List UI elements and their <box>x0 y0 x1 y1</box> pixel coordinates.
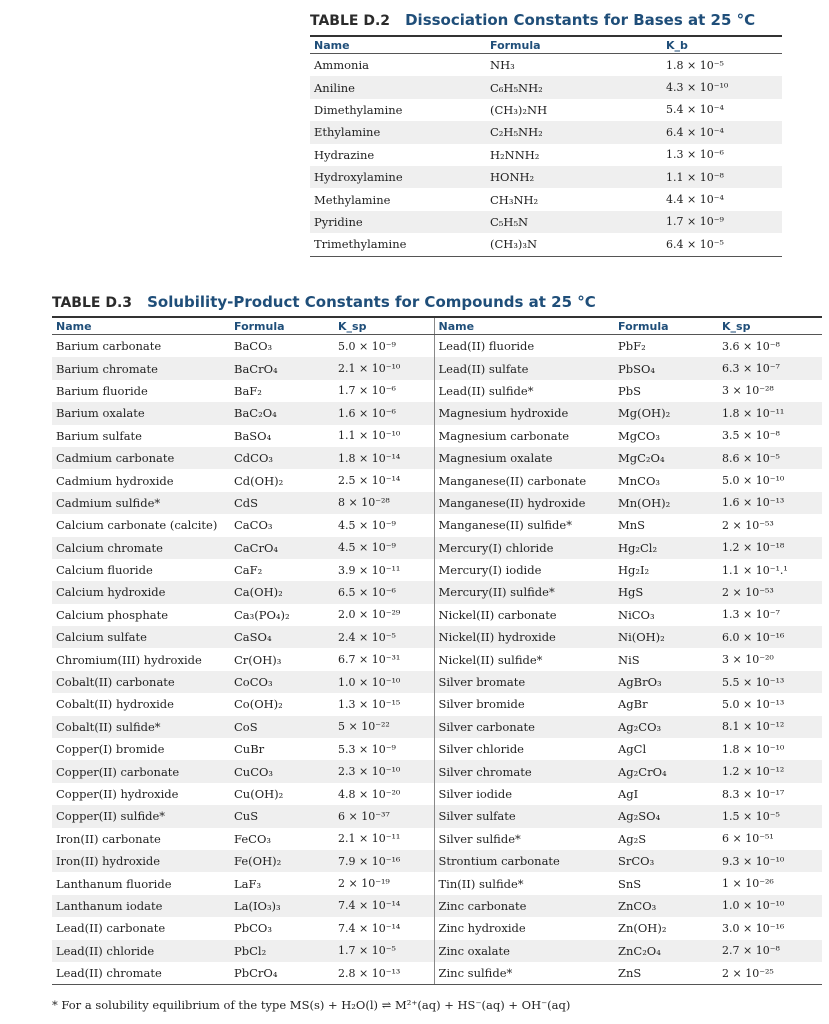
header-formula: Formula <box>614 317 718 335</box>
ksp-value: 2.1 × 10⁻¹⁰ <box>334 357 434 379</box>
compound-name: Silver bromate <box>434 671 614 693</box>
compound-name: Barium carbonate <box>56 339 162 354</box>
ksp-value: 1.0 × 10⁻¹⁰ <box>334 671 434 693</box>
compound-name: Manganese(II) hydroxide <box>434 492 614 514</box>
table-row <box>52 380 822 402</box>
ksp-value: 5.3 × 10⁻⁹ <box>338 742 396 756</box>
compound-formula: Mn(OH)₂ <box>614 492 718 514</box>
table-row <box>52 671 822 693</box>
table-row <box>52 648 822 670</box>
table-row <box>310 121 782 143</box>
compound-formula: Hg₂I₂ <box>618 563 650 578</box>
ksp-value: 7.4 × 10⁻¹⁴ <box>338 921 401 935</box>
table-row <box>52 828 822 850</box>
compound-formula: MgCO₃ <box>618 428 660 443</box>
compound-name: Iron(II) carbonate <box>56 831 161 846</box>
ksp-value: 2 × 10⁻⁵³ <box>718 581 822 603</box>
ksp-value: 2 × 10⁻²⁵ <box>718 962 822 985</box>
compound-formula: MnS <box>618 518 646 533</box>
ksp-value: 8.3 × 10⁻¹⁷ <box>722 787 785 801</box>
compound-name: Lead(II) carbonate <box>56 921 166 936</box>
table-row <box>52 962 822 985</box>
ksp-value: 5.0 × 10⁻¹³ <box>722 697 785 711</box>
ksp-value: 4.8 × 10⁻²⁰ <box>338 787 401 801</box>
compound-name: Lanthanum iodate <box>52 895 230 917</box>
table-row <box>310 54 782 77</box>
ksp-value: 8.1 × 10⁻¹² <box>718 716 822 738</box>
ksp-value: 6 × 10⁻⁵¹ <box>722 832 774 846</box>
compound-name: Calcium chromate <box>52 537 230 559</box>
compound-formula: LaF₃ <box>234 876 262 891</box>
ksp-value: 6.0 × 10⁻¹⁶ <box>718 626 822 648</box>
compound-formula: (CH₃)₃N <box>486 233 662 256</box>
compound-name: Aniline <box>310 76 486 98</box>
compound-name: Mercury(I) iodide <box>434 559 614 581</box>
table-row <box>52 738 822 760</box>
compound-formula: H₂NNH₂ <box>490 147 540 162</box>
table-row <box>310 233 782 256</box>
ksp-value: 1.6 × 10⁻⁶ <box>334 402 434 424</box>
ksp-value: 2.0 × 10⁻²⁹ <box>338 608 401 622</box>
compound-formula: MnCO₃ <box>618 473 661 488</box>
ksp-value: 1.0 × 10⁻¹⁰ <box>718 895 822 917</box>
ksp-value: 1 × 10⁻²⁶ <box>722 877 774 891</box>
compound-name: Dimethylamine <box>314 102 403 117</box>
compound-name: Pyridine <box>310 211 486 233</box>
compound-formula: Mg(OH)₂ <box>614 402 718 424</box>
table-row <box>52 335 822 358</box>
ksp-value: 3 × 10⁻²⁰ <box>722 653 774 667</box>
compound-name: Hydrazine <box>314 147 375 162</box>
compound-formula: C₂H₅NH₂ <box>486 121 662 143</box>
compound-formula: Zn(OH)₂ <box>618 921 667 936</box>
compound-name: Zinc sulfide* <box>434 962 614 985</box>
ksp-value: 5.0 × 10⁻⁹ <box>338 339 396 353</box>
compound-name: Silver chloride <box>434 738 614 760</box>
kb-value: 1.8 × 10⁻⁵ <box>666 58 724 72</box>
compound-name: Chromium(III) hydroxide <box>56 652 202 667</box>
ksp-value: 6.5 × 10⁻⁶ <box>334 581 434 603</box>
table-row <box>52 917 822 939</box>
compound-name: Barium oxalate <box>52 402 230 424</box>
compound-formula: Ca(OH)₂ <box>230 581 334 603</box>
header-name: Name <box>52 317 230 335</box>
kb-value: 1.1 × 10⁻⁸ <box>662 166 782 188</box>
ksp-value: 1.3 × 10⁻⁷ <box>722 608 780 622</box>
compound-formula: BaCO₃ <box>234 339 273 354</box>
table-row <box>52 559 822 581</box>
compound-formula: AgBrO₃ <box>614 671 718 693</box>
compound-name: Manganese(II) carbonate <box>434 469 614 491</box>
table-row <box>310 166 782 188</box>
compound-name: Calcium phosphate <box>56 607 169 622</box>
compound-name: Barium sulfate <box>56 428 142 443</box>
compound-name: Lead(II) chloride <box>52 940 230 962</box>
compound-name: Nickel(II) sulfide* <box>434 648 614 670</box>
table-row <box>52 783 822 805</box>
compound-name: Copper(I) bromide <box>56 742 165 757</box>
compound-formula: ZnCO₃ <box>614 895 718 917</box>
compound-formula: Fe(OH)₂ <box>230 850 334 872</box>
ksp-value: 1.7 × 10⁻⁶ <box>338 384 396 398</box>
compound-formula: MgC₂O₄ <box>614 447 718 469</box>
ksp-value: 8.6 × 10⁻⁵ <box>718 447 822 469</box>
compound-name: Mercury(I) chloride <box>434 537 614 559</box>
table-row <box>52 425 822 447</box>
compound-formula: CaSO₄ <box>230 626 334 648</box>
ksp-value: 3.9 × 10⁻¹¹ <box>338 563 401 577</box>
ksp-value: 2 × 10⁻¹⁹ <box>338 877 390 891</box>
compound-name: Manganese(II) sulfide* <box>434 514 614 536</box>
compound-formula: PbCO₃ <box>234 921 272 936</box>
compound-formula: BaF₂ <box>234 383 262 398</box>
compound-formula: Cd(OH)₂ <box>234 473 284 488</box>
ksp-value: 1.8 × 10⁻¹¹ <box>718 402 822 424</box>
compound-name: Copper(II) sulfide* <box>52 805 230 827</box>
table-row <box>52 581 822 603</box>
compound-name: Trimethylamine <box>310 233 486 256</box>
compound-name: Ammonia <box>314 58 369 73</box>
compound-formula: Ag₂S <box>618 831 647 846</box>
ksp-value: 2.3 × 10⁻¹⁰ <box>334 760 434 782</box>
table-row <box>310 211 782 233</box>
ksp-value: 1.1 × 10⁻¹.¹ <box>722 563 788 577</box>
compound-formula: C₅H₅N <box>486 211 662 233</box>
table-d2-label: TABLE D.2 <box>310 13 391 29</box>
compound-name: Silver chromate <box>434 760 614 782</box>
compound-name: Silver sulfide* <box>434 828 614 850</box>
compound-name: Iron(II) hydroxide <box>52 850 230 872</box>
ksp-value: 1.8 × 10⁻¹⁰ <box>722 742 785 756</box>
table-row <box>52 604 822 626</box>
compound-name: Tin(II) sulfide* <box>434 872 614 894</box>
table-row <box>52 895 822 917</box>
compound-name: Magnesium carbonate <box>434 425 614 447</box>
compound-formula: Ag₂CrO₄ <box>614 760 718 782</box>
compound-name: Lead(II) sulfate <box>434 357 614 379</box>
ksp-value: 1.7 × 10⁻⁵ <box>334 940 434 962</box>
table-row <box>52 357 822 379</box>
compound-formula: NiS <box>618 652 640 667</box>
compound-name: Silver bromide <box>434 693 614 715</box>
header-formula: Formula <box>230 317 334 335</box>
compound-name: Zinc carbonate <box>434 895 614 917</box>
ksp-value: 2.4 × 10⁻⁵ <box>334 626 434 648</box>
compound-name: Calcium carbonate (calcite) <box>56 518 218 533</box>
compound-formula: Ag₂CO₃ <box>614 716 718 738</box>
compound-name: Cadmium sulfide* <box>52 492 230 514</box>
kb-value: 1.7 × 10⁻⁹ <box>662 211 782 233</box>
ksp-value: 7.4 × 10⁻¹⁴ <box>334 895 434 917</box>
ksp-value: 4.5 × 10⁻⁹ <box>334 537 434 559</box>
compound-name: Cobalt(II) sulfide* <box>52 716 230 738</box>
compound-formula: CdCO₃ <box>230 447 334 469</box>
compound-name: Copper(II) hydroxide <box>56 787 179 801</box>
ksp-value: 3 × 10⁻²⁸ <box>722 384 774 398</box>
compound-name: Barium fluoride <box>56 383 148 398</box>
table-row <box>52 693 822 715</box>
compound-name: Strontium carbonate <box>434 850 614 872</box>
compound-name: Silver iodide <box>434 783 614 805</box>
compound-formula: Ag₂SO₄ <box>614 805 718 827</box>
compound-formula: CH₃NH₂ <box>490 192 539 207</box>
compound-name: Calcium hydroxide <box>52 581 230 603</box>
compound-formula: CuCO₃ <box>230 760 334 782</box>
kb-value: 6.4 × 10⁻⁵ <box>662 233 782 256</box>
table-row <box>52 492 822 514</box>
compound-name: Magnesium hydroxide <box>434 402 614 424</box>
compound-formula: PbS <box>618 383 641 398</box>
ksp-value: 9.3 × 10⁻¹⁰ <box>718 850 822 872</box>
compound-name: Barium chromate <box>52 357 230 379</box>
ksp-value: 6.3 × 10⁻⁷ <box>718 357 822 379</box>
compound-name: Cadmium hydroxide <box>56 473 174 488</box>
compound-formula: CaF₂ <box>234 563 263 578</box>
ksp-value: 3.6 × 10⁻⁸ <box>722 339 780 353</box>
compound-formula: AgBr <box>618 697 648 712</box>
compound-name: Silver sulfate <box>434 805 614 827</box>
compound-formula: FeCO₃ <box>234 831 271 846</box>
compound-formula: (CH₃)₂NH <box>490 102 548 117</box>
compound-name: Nickel(II) hydroxide <box>434 626 614 648</box>
compound-formula: CuBr <box>234 742 265 757</box>
ksp-value: 1.5 × 10⁻⁵ <box>718 805 822 827</box>
table-row <box>52 626 822 648</box>
ksp-value: 1.1 × 10⁻¹⁰ <box>338 429 401 443</box>
header-kb: K_b <box>662 36 782 54</box>
compound-formula: CaCrO₄ <box>230 537 334 559</box>
ksp-value: 3.0 × 10⁻¹⁶ <box>722 921 785 935</box>
compound-formula: CdS <box>230 492 334 514</box>
compound-formula: Cr(OH)₃ <box>234 652 282 667</box>
header-ksp: K_sp <box>334 317 434 335</box>
ksp-value: 1.8 × 10⁻¹⁴ <box>334 447 434 469</box>
compound-formula: PbSO₄ <box>614 357 718 379</box>
ksp-value: 1.2 × 10⁻¹² <box>718 760 822 782</box>
ksp-value: 7.9 × 10⁻¹⁶ <box>334 850 434 872</box>
compound-formula: NiCO₃ <box>618 607 655 622</box>
compound-name: Cobalt(II) carbonate <box>52 671 230 693</box>
table-row <box>52 402 822 424</box>
header-name: Name <box>310 36 486 54</box>
compound-name: Methylamine <box>314 192 391 207</box>
ksp-value: 8 × 10⁻²⁸ <box>334 492 434 514</box>
ksp-value: 1.3 × 10⁻¹⁵ <box>338 697 401 711</box>
compound-name: Ethylamine <box>310 121 486 143</box>
ksp-value: 2.8 × 10⁻¹³ <box>334 962 434 985</box>
compound-formula: HgS <box>614 581 718 603</box>
compound-name: Zinc hydroxide <box>434 917 614 939</box>
compound-name: Hydroxylamine <box>310 166 486 188</box>
compound-formula: Cu(OH)₂ <box>234 787 284 801</box>
ksp-value: 5 × 10⁻²² <box>334 716 434 738</box>
compound-name: Nickel(II) carbonate <box>434 604 614 626</box>
table-row <box>52 872 822 894</box>
compound-formula: PbCrO₄ <box>230 962 334 985</box>
table-d3-title: Solubility-Product Constants for Compounds at 25 °C <box>147 293 596 311</box>
ksp-value: 5.5 × 10⁻¹³ <box>718 671 822 693</box>
ksp-value: 2 × 10⁻⁵³ <box>722 518 774 532</box>
compound-formula: SrCO₃ <box>614 850 718 872</box>
table-row <box>52 850 822 872</box>
compound-name: Cadmium carbonate <box>52 447 230 469</box>
ksp-value: 4.5 × 10⁻⁹ <box>338 518 396 532</box>
table-row <box>52 447 822 469</box>
table-row <box>310 188 782 210</box>
compound-name: Lead(II) sulfide* <box>434 380 614 402</box>
header-formula: Formula <box>486 36 662 54</box>
compound-formula: CaCO₃ <box>234 518 273 533</box>
table-row <box>310 99 782 121</box>
table-row <box>52 940 822 962</box>
kb-value: 4.4 × 10⁻⁴ <box>666 193 724 207</box>
compound-formula: Ni(OH)₂ <box>614 626 718 648</box>
compound-formula: ZnS <box>614 962 718 985</box>
compound-name: Lead(II) chromate <box>52 962 230 985</box>
compound-formula: La(IO₃)₃ <box>230 895 334 917</box>
compound-formula: C₆H₅NH₂ <box>486 76 662 98</box>
compound-name: Silver carbonate <box>434 716 614 738</box>
compound-formula: AgI <box>618 787 639 801</box>
compound-formula: BaSO₄ <box>234 428 272 443</box>
table-d3-caption <box>52 292 596 311</box>
table-d3 <box>52 316 822 985</box>
compound-formula: HONH₂ <box>486 166 662 188</box>
compound-name: Lead(II) fluoride <box>434 335 614 358</box>
ksp-value: 6 × 10⁻³⁷ <box>334 805 434 827</box>
kb-value: 6.4 × 10⁻⁴ <box>662 121 782 143</box>
ksp-value: 5.0 × 10⁻¹⁰ <box>722 474 785 488</box>
table-row <box>52 469 822 491</box>
compound-name: Zinc oxalate <box>434 940 614 962</box>
ksp-value: 2.1 × 10⁻¹¹ <box>338 832 401 846</box>
compound-formula: SnS <box>618 876 642 891</box>
ksp-value: 2.5 × 10⁻¹⁴ <box>338 474 401 488</box>
compound-formula: ZnC₂O₄ <box>614 940 718 962</box>
table-row <box>310 144 782 166</box>
ksp-value: 2.7 × 10⁻⁸ <box>718 940 822 962</box>
table-d2 <box>310 35 782 257</box>
compound-formula: CoCO₃ <box>230 671 334 693</box>
compound-formula: Ca₃(PO₄)₂ <box>234 607 290 622</box>
table-row <box>52 514 822 536</box>
table-row <box>52 760 822 782</box>
table-row <box>310 76 782 98</box>
compound-formula: CoS <box>230 716 334 738</box>
compound-formula: PbCl₂ <box>230 940 334 962</box>
table-row <box>52 537 822 559</box>
table-d2-title: Dissociation Constants for Bases at 25 °C <box>405 11 756 29</box>
compound-name: Calcium fluoride <box>56 563 153 578</box>
header-name: Name <box>434 317 614 335</box>
compound-formula: NH₃ <box>490 58 515 73</box>
kb-value: 4.3 × 10⁻¹⁰ <box>662 76 782 98</box>
compound-name: Copper(II) carbonate <box>52 760 230 782</box>
footnote: * For a solubility equilibrium of the type MS(s) + H₂O(l) ⇌ M²⁺(aq) + HS⁻(aq) + OH⁻(aq) <box>52 998 571 1012</box>
ksp-value: 1.2 × 10⁻¹⁸ <box>718 537 822 559</box>
table-row <box>52 716 822 738</box>
compound-formula: PbF₂ <box>618 339 646 354</box>
kb-value: 5.4 × 10⁻⁴ <box>666 103 724 117</box>
compound-formula: Co(OH)₂ <box>234 697 283 712</box>
compound-name: Lanthanum fluoride <box>56 876 172 891</box>
compound-formula: Hg₂Cl₂ <box>614 537 718 559</box>
compound-formula: CuS <box>230 805 334 827</box>
table-d2-caption <box>310 10 755 29</box>
compound-name: Magnesium oxalate <box>434 447 614 469</box>
kb-value: 1.3 × 10⁻⁶ <box>666 148 724 162</box>
compound-formula: BaC₂O₄ <box>230 402 334 424</box>
compound-name: Mercury(II) sulfide* <box>434 581 614 603</box>
ksp-value: 1.6 × 10⁻¹³ <box>718 492 822 514</box>
ksp-value: 3.5 × 10⁻⁸ <box>722 429 780 443</box>
compound-formula: AgCl <box>618 742 647 757</box>
compound-formula: BaCrO₄ <box>230 357 334 379</box>
table-row <box>52 805 822 827</box>
table-d3-label: TABLE D.3 <box>52 295 133 311</box>
ksp-value: 6.7 × 10⁻³¹ <box>338 653 401 667</box>
header-ksp: K_sp <box>718 317 822 335</box>
compound-name: Cobalt(II) hydroxide <box>56 697 174 712</box>
compound-name: Calcium sulfate <box>52 626 230 648</box>
